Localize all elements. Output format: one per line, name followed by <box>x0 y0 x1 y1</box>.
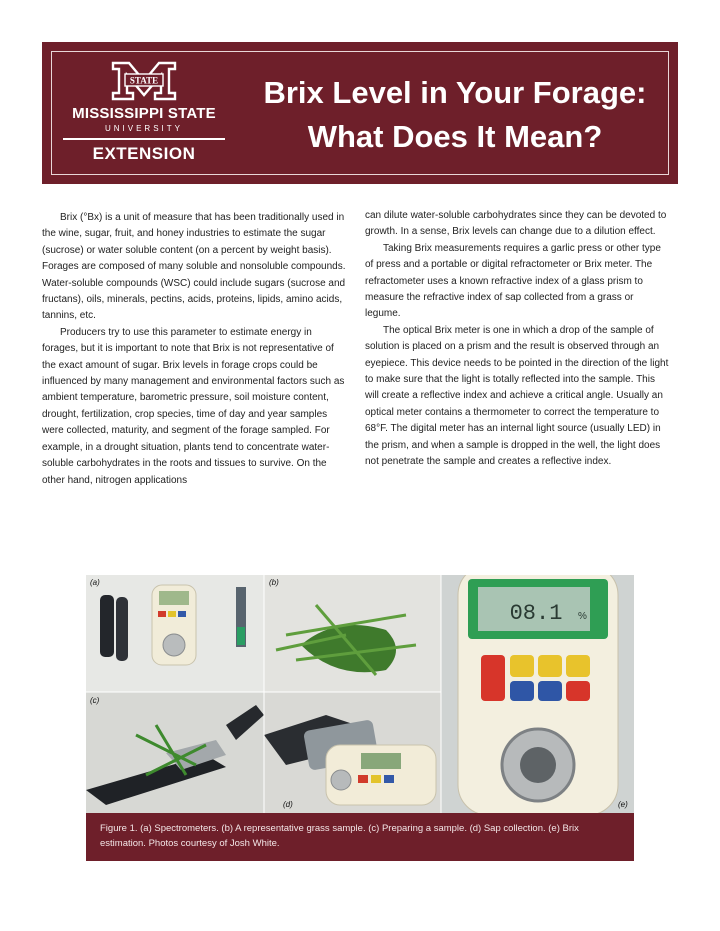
title-line-1: Brix Level in Your Forage: <box>263 75 647 110</box>
msu-m-logo-icon <box>109 59 179 103</box>
photo-panel-a <box>86 575 264 692</box>
panel-label-c: (c) <box>90 696 100 705</box>
figure-caption: Figure 1. (a) Spectrometers. (b) A representative grass sample. (c) Preparing a sample. (d) Sap collection. (e) Brix estimation. Photos courtesy of Josh White. <box>100 823 579 849</box>
panel-label-b: (b) <box>269 578 279 587</box>
paragraph: Brix (°Bx) is a unit of measure that has been traditionally used in the wine, sugar, fruit, and honey industries to estimate the sugar (sucrose) or water soluble content (on a percent by weight basis). Forages are composed of many soluble and nonsoluble compounds. Water-soluble compounds (WSC) could include sugars (sucrose and fructans), oils, minerals, pectins, acids, proteins, lipids, amino acids, tannins, etc. <box>42 212 346 322</box>
right-column <box>365 208 670 471</box>
panel-label-e: (e) <box>618 800 628 809</box>
page-title <box>245 71 665 159</box>
photo-panel-e <box>441 575 634 813</box>
logo-divider <box>63 138 225 140</box>
msu-extension-logo <box>59 59 229 171</box>
meter-reading: 08.1 <box>509 601 563 626</box>
photo-panel-d <box>264 692 441 813</box>
logo-name: MISSISSIPPI STATE <box>72 105 216 122</box>
photo-panel-b <box>264 575 441 692</box>
paragraph: Producers try to use this parameter to estimate energy in forages, but it is important to note that Brix is not representative of the exact amount of sugar. Brix levels in forage crops could be influenced by many management and environmental factors such as ambient temperature, barometric pressure, soil moisture content, drought, fertilization, crop species, time of day and year samples were collected, maturity, and segment of the forage sampled. For example, in a drought situation, plants tend to concentrate water-soluble carbohydrates in the roots and tissues to survive. On the other hand, nitrogen applications <box>42 326 345 486</box>
paragraph: Taking Brix measurements requires a garlic press or other type of press and a portable or digital refractometer or Brix meter. The refractometer uses a known refractive index of a glass prism to measure the refractive index of sap collected from a grass or legume. <box>365 242 661 320</box>
panel-label-d: (d) <box>283 800 293 809</box>
figure-photo-collage <box>86 575 634 813</box>
header-banner <box>42 42 678 184</box>
paragraph: The optical Brix meter is one in which a drop of the sample of solution is placed on a prism and the result is observed through an eyepiece. This device needs to be pointed in the direction of the light to make sure that the light is totally reflected into the sample. This will create a reflective index and achieve a critical angle. Usually an optical meter contains a thermometer to correct the temperature to 68°F. The digital meter has an internal light source (usually LED) in the prism, and when a sample is dropped in the well, the light does not penetrate the sample and creates a reflective index. <box>365 324 669 468</box>
title-line-2: What Does It Mean? <box>307 119 603 154</box>
logo-extension: EXTENSION <box>92 143 196 163</box>
meter-unit: % <box>578 611 587 622</box>
left-column <box>42 210 347 489</box>
panel-label-a: (a) <box>90 578 100 587</box>
figure-1 <box>86 575 634 861</box>
paragraph: can dilute water-soluble carbohydrates since they can be devoted to growth. In a sense, Brix levels can change due to a dilution effect. <box>365 210 667 238</box>
photo-panel-c <box>86 692 264 813</box>
logo-state-text: STATE <box>129 75 159 86</box>
logo-university: UNIVERSITY <box>104 124 183 133</box>
